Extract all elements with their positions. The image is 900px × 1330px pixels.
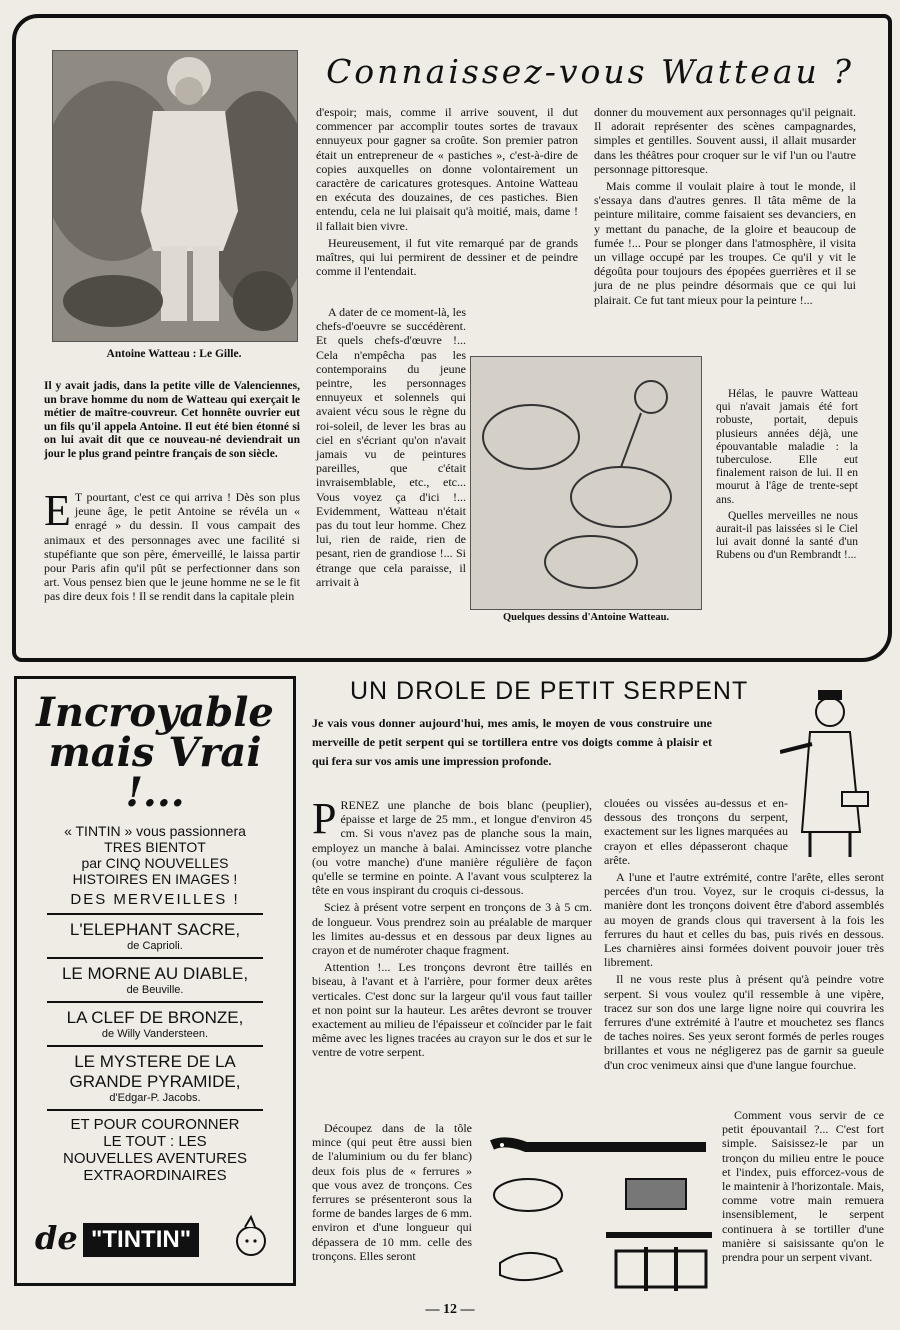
ad-closing-line: ET POUR COURONNER	[70, 1116, 240, 1133]
paragraph: A dater de ce moment-là, les chefs-d'oeuvre se succédèrent. Et quels chefs-d'œuvre !... Cela n'empêcha pas les contemporains du jeune peintre, les personnages ennuyeux et solennels qui avaient vécu sous le règne du roi-soleil, de lever les bras au ciel en s'écriant qu'on n'avait jamais vu de peintures pareilles, que c'était invraisemblable, etc., etc... Vous voyez ça d'ici !... Evidemment, Watteau n'était pas du tout leur homme. Chez lui, rien de raide, rien de pesant, rien de grandiose !... Si étrange que cela paraisse, il arrivait à	[316, 305, 466, 589]
tintin-head-icon	[231, 1215, 271, 1259]
story-author: de Caprioli.	[127, 940, 183, 952]
ad-line: HISTOIRES EN IMAGES !	[72, 871, 238, 887]
ad-closing-line: NOUVELLES AVENTURES	[63, 1150, 247, 1167]
ad-closing-line: EXTRAORDINAIRES	[83, 1167, 227, 1184]
watteau-column-3b	[716, 388, 858, 566]
story-author: de Beuville.	[126, 984, 184, 996]
story-author: de Willy Vandersteen.	[101, 1028, 209, 1040]
tintin-logo	[35, 1215, 271, 1263]
tintin-advertisement	[14, 676, 296, 1286]
serpent-col1-text: RENEZ une planche de bois blanc (peuplier), épaisse et large de 25 mm., et longue d'environ 45 cm. Si vous n'avez pas de planche sous la main, employez un manche à balai. Amincissez votre planche (ou votre manche) d'une manière régulière de façon qu'elle se termine en pointe. A l'avant vous sculpterez la tête en vous inspirant du croquis ci-dessous.	[312, 798, 592, 898]
watteau-column-2b	[316, 305, 466, 592]
divider	[47, 913, 263, 915]
divider	[47, 1109, 263, 1111]
ad-line: « TINTIN » vous passionnera	[64, 823, 246, 839]
paragraph: Découpez dans de la tôle mince (qui peut être aussi bien de l'aluminium ou du fer blanc) deux fois plus de « ferrures » que vous avez de tronçons. Ces ferrures se présenteront sous la forme de bandes larges de 6 mm. environ et d'une longueur qui dépassera de 10 mm. celle des tronçons. Elles seront	[312, 1121, 472, 1263]
paragraph: Heureusement, il fut vite remarqué par de grands maîtres, qui lui permirent de dessiner et de peindre comme il l'entendait.	[316, 235, 578, 279]
paragraph: Hélas, le pauvre Watteau qui n'avait jamais été fort robuste, portait, depuis plusieurs années déjà, une épouvantable maladie : la tuberculose. Elle eut finalement raison de lui. Il en mourut à l'âge de trente-sept ans.	[716, 388, 858, 506]
paragraph: A l'une et l'autre extrémité, contre l'arête, elles seront percées d'un trou. Voyez, sur le croquis ci-dessus, la manière dont les tronçons doivent être d'abord assemblés au moyen de grands clous qui traversent à la fois les ferrures du haut et celles du bas, puis rivés en dessous. Les charnières ainsi formées doivent pouvoir jouer très librement.	[604, 870, 884, 970]
watteau-portrait-image	[52, 50, 298, 342]
drawings-caption: Quelques dessins d'Antoine Watteau.	[502, 612, 670, 623]
paragraph: d'espoir; mais, comme il arrive souvent, il dut commencer par accomplir toutes sortes de travaux ennuyeux pour gagner sa croûte. Son premier patron était un entrepreneur de « pastiches », c'est-à-dire de copies auxquelles on donne volontairement un caractère de caricatures grotesques. Antoine Watteau en exécuta des douzaines, de ces pastiches. Bien entendu, cela ne lui plaisait qu'à moitié, mais, dame ! il fallait bien vivre.	[316, 105, 578, 233]
cats-sketch-illustration	[471, 357, 701, 609]
story-title: LE MORNE AU DIABLE,	[61, 964, 249, 983]
serpent-column-1b	[312, 1121, 472, 1266]
paragraph: Sciez à présent votre serpent en tronçons de 3 à 5 cm. de longueur. Vous prendrez soin au préalable de marquer les limites au-dessus et en dessous par deux lignes au crayon et de numéroter chaque fragment.	[312, 900, 592, 958]
divider	[47, 957, 263, 959]
paragraph: Mais comme il voulait plaire à tout le monde, il s'essaya dans d'autres genres. Il tâta même de la peinture militaire, comme faisaient ses devanciers, en y mettant du panache, de la gloire et beaucoup de fumée !... Pour se plonger dans l'atmosphère, il visita un village occupé par les troupes. Ce qu'il y vit le dégoûta pour toujours des épopées guerrières et il se jura de ne plus peindre désormais que ce qui lui plairait. Ce fut tant mieux pour la peinture !...	[594, 179, 856, 307]
serpent-lead: Je vais vous donner aujourd'hui, mes amis, le moyen de vous construire une merveille de petit serpent qui se tortillera entre vos doigts comme à plaisir et qui fera sur vos amis une impression profonde.	[312, 716, 712, 768]
watteau-drawings-image	[470, 356, 702, 610]
serpent-column-1	[312, 794, 592, 1063]
ad-closing-line: LE TOUT : LES	[103, 1133, 207, 1150]
paragraph: Comment vous servir de ce petit épouvantail ?... C'est fort simple. Saisissez-le par un tronçon du milieu entre le pouce et l'index, puis efforcez-vous de le maintenir à l'horizontale. Mais, comme votre main remuera insensiblement, le serpent continuera à se tortiller d'une manière si saisissante qu'on le prendra pour un serpent vivant.	[722, 1108, 884, 1265]
divider	[47, 1001, 263, 1003]
paragraph: Quelles merveilles ne nous aurait-il pas laissées si le Ciel lui avait donné la santé d'un Rubens ou d'un Rembrandt !...	[716, 509, 858, 562]
logo-wordmark: "TINTIN"	[83, 1223, 199, 1257]
logo-de: de	[35, 1219, 78, 1257]
watteau-column-1	[44, 486, 300, 604]
paragraph: donner du mouvement aux personnages qu'il peignait. Il adorait représenter des scènes campagnardes, simples et gentilles. Souvent aussi, il allait musarder dans les théâtres pour croquer sur le vif l'un ou l'autre personnage pittoresque.	[594, 105, 856, 176]
paragraph: Attention !... Les tronçons devront être taillés en biseau, à l'avant et à l'arrière, pour former deux arêtes verticales. C'est donc sur la largeur qu'il vous faut tailler et non point sur la hauteur. Les arêtes devront se trouver exactement au milieu de l'épaisseur et coïncider par le fait même avec les lignes tracées au crayon sur le dos et sur le ventre de votre serpent.	[312, 960, 592, 1060]
story-author: d'Edgar-P. Jacobs.	[109, 1092, 201, 1104]
pierrot-figure-illustration	[53, 51, 297, 341]
story-title: LE MYSTERE DE LA	[74, 1052, 236, 1071]
serpent-title: UN DROLE DE PETIT SERPENT	[350, 677, 749, 705]
paragraph: clouées ou vissées au-dessus et en-dessous des tronçons du serpent, exactement sur les lignes marquées au crayon et elles dépasseront chaque arête.	[604, 796, 788, 867]
watteau-intro: Il y avait jadis, dans la petite ville de Valenciennes, un brave homme du nom de Watteau qui exerçait le métier de maître-couvreur. Cet honnête ouvrier eut un fils qu'il appela Antoine. Il eut été bien étonné si on lui avait dit que ce nouveau-né deviendrait un jour le plus grand peintre français de son siècle.	[44, 380, 300, 460]
story-title: LA CLEF DE BRONZE,	[66, 1008, 244, 1027]
paragraph: Il ne vous reste plus à présent qu'à peindre votre serpent. Si vous voulez qu'il ressemble à une vipère, tracez sur son dos une large ligne noire qui couvrira les ferrures d'une extrémité à l'autre et mouchetez ses flancs de taches noires. Ses yeux seront formés de perles rouges brillantes et vous ne négligerez pas de garnir sa gueule d'un croc venimeux ainsi que d'une langue fourchue.	[604, 972, 884, 1072]
story-title: GRANDE PYRAMIDE,	[69, 1072, 241, 1091]
ad-line: TRES BIENTOT	[104, 839, 206, 855]
serpent-column-2	[604, 796, 884, 1075]
ad-line: DES MERVEILLES !	[70, 891, 240, 908]
paragraph	[312, 794, 592, 898]
ad-line: par CINQ NOUVELLES	[81, 855, 229, 871]
drop-cap: P	[312, 794, 337, 843]
portrait-caption: Antoine Watteau : Le Gille.	[106, 348, 242, 360]
story-title: L'ELEPHANT SACRE,	[69, 920, 241, 939]
drop-cap: E	[44, 486, 71, 535]
watteau-title: Connaissez-vous Watteau ?	[326, 52, 854, 91]
ad-headline-2: mais Vrai !...	[48, 729, 262, 816]
ad-headline-1: Incroyable	[36, 689, 274, 736]
watteau-column-2	[316, 105, 578, 281]
serpent-construction-sketches	[486, 1135, 716, 1295]
divider	[47, 1045, 263, 1047]
serpent-column-2b	[722, 1108, 884, 1267]
watteau-col1-text: T pourtant, c'est ce qui arriva ! Dès son plus jeune âge, le petit Antoine se révéla un « enragé » du dessin. Il vous campait des animaux et des personnages avec une facilité si stupéfiante que son père, émerveillé, le laissa partir pour Paris afin qu'il pût se perfectionner dans son art. Vous pensez bien que le jeune homme ne se le fit pas dire deux fois ! Il se rendit dans la capitale plein	[44, 490, 300, 604]
page-number: — 12 —	[425, 1302, 475, 1317]
watteau-column-3	[594, 105, 856, 310]
